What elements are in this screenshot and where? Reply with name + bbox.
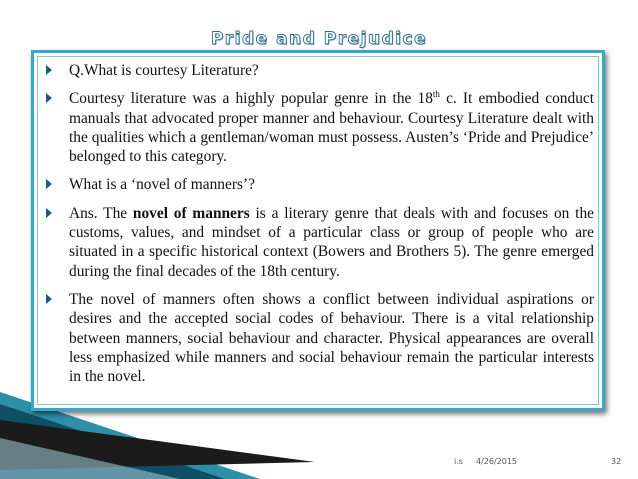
superscript-th: th bbox=[432, 89, 440, 100]
bullet-item bbox=[46, 175, 594, 194]
content-box bbox=[31, 50, 605, 411]
footer-author: i.s bbox=[454, 457, 463, 466]
footer-date: 4/26/2015 bbox=[476, 457, 518, 466]
bullet-arrow-icon bbox=[46, 208, 52, 218]
bullet-text-start: Ans. The bbox=[69, 204, 133, 222]
bullet-text-rest: c. It embodied conduct manuals that advocated proper manner and behaviour. Courtesy Literature dealt with the qualities which a gentleman/woman must possess. Austen’s ‘Pride and Prejudice’ belonged to this category. bbox=[69, 90, 594, 166]
bullet-item bbox=[46, 204, 594, 281]
bullet-arrow-icon bbox=[46, 294, 52, 304]
bullet-arrow-icon bbox=[46, 179, 52, 189]
bold-term: novel of manners bbox=[132, 204, 250, 222]
bullet-arrow-icon bbox=[46, 93, 52, 103]
bullet-list bbox=[46, 61, 594, 395]
bullet-item bbox=[46, 89, 594, 166]
bullet-text: The novel of manners often shows a conflict between individual aspirations or desires and the accepted social codes of behaviour. There is a vital relationship between manners, social behaviour and character. Physical appearances are overall less emphasized while manners and social behaviour remain the particular interests in the novel. bbox=[69, 290, 594, 386]
bullet-text-rest: is a literary genre that deals with and focuses on the customs, values, and mindset of a particular class or group of people who are situated in a specific historical context (Bowers and Brothers 5). The genre emerged during the final decades of the 18th century. bbox=[69, 204, 594, 280]
bullet-item bbox=[46, 290, 594, 386]
bullet-arrow-icon bbox=[46, 65, 52, 75]
bullet-item bbox=[46, 61, 594, 80]
bullet-text-start: Courtesy literature was a highly popular genre in the 18 bbox=[69, 90, 433, 108]
bullet-text: What is a ‘novel of manners’? bbox=[69, 176, 255, 194]
footer-page-number: 32 bbox=[611, 457, 622, 466]
slide-title: Pride and Prejudice bbox=[210, 29, 428, 49]
bullet-text: Q.What is courtesy Literature? bbox=[69, 62, 259, 79]
